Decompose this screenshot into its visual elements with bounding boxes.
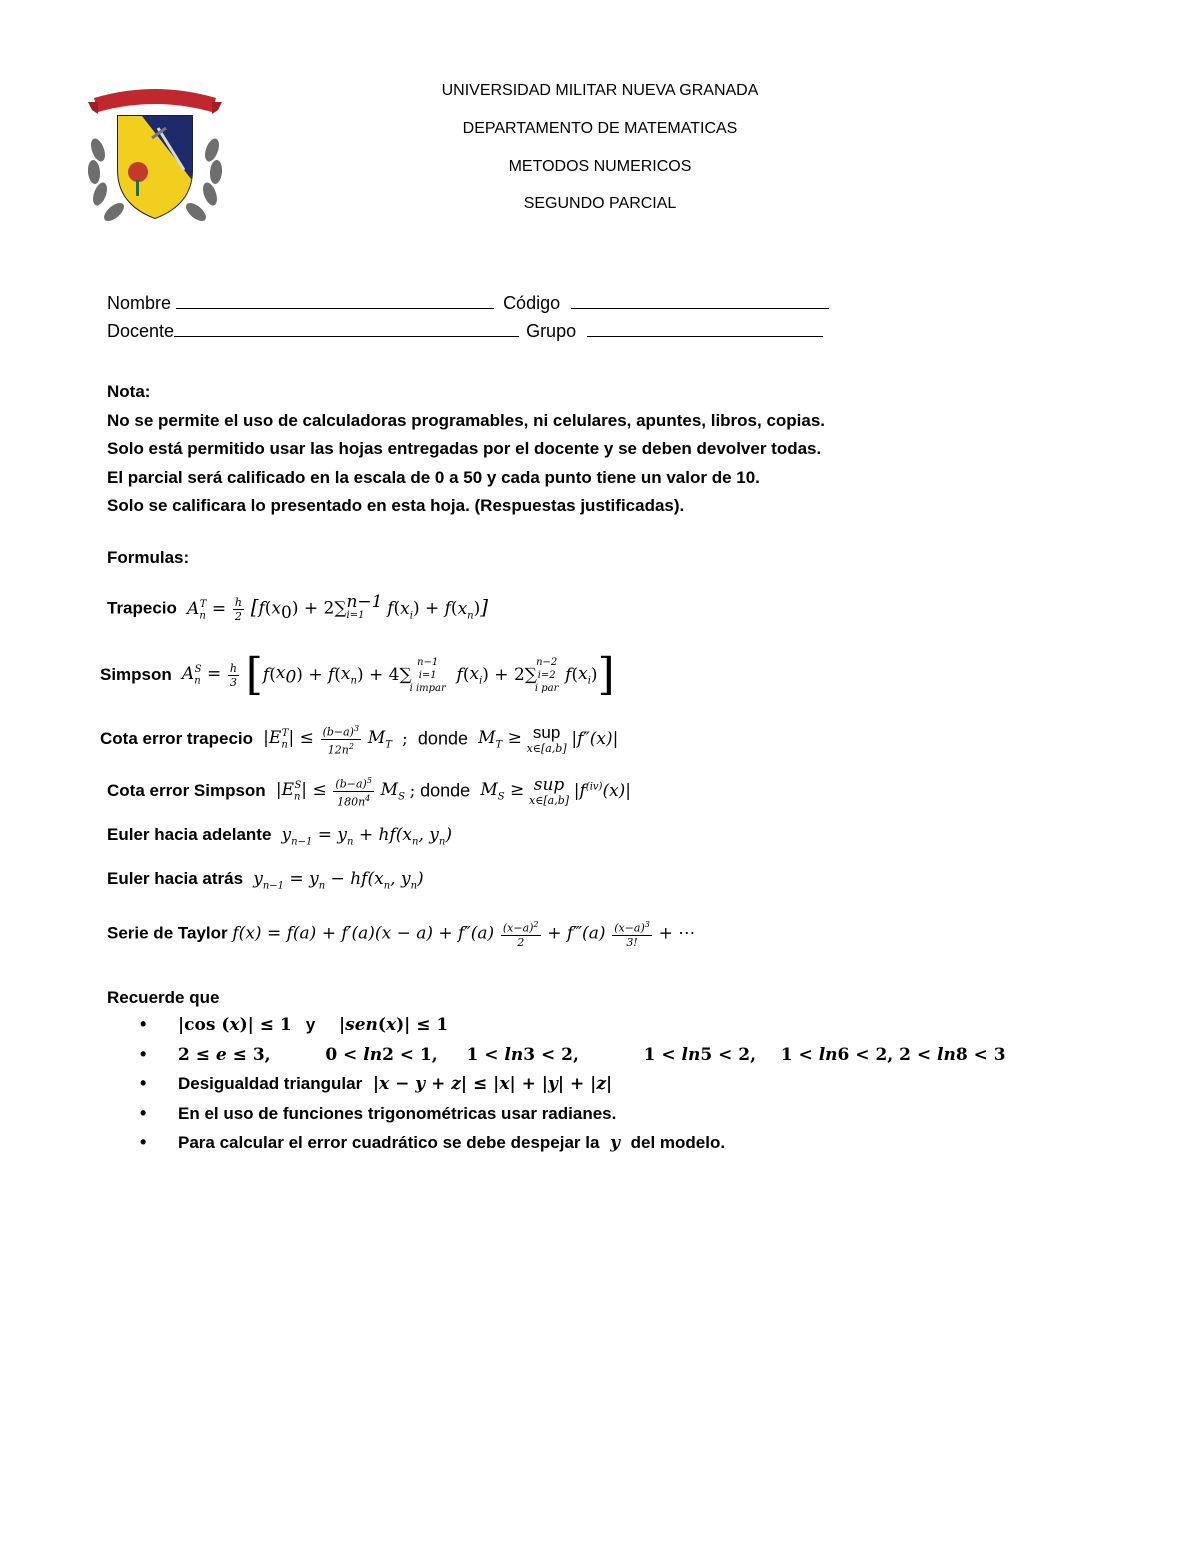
grupo-label: Grupo xyxy=(526,321,577,341)
formulas-title: Formulas: xyxy=(107,548,190,567)
nota-line: No se permite el uso de calculadoras programables, ni celulares, apuntes, libros, copias. xyxy=(107,410,826,430)
nombre-label: Nombre xyxy=(107,293,172,313)
department-title: DEPARTAMENTO DE MATEMATICAS xyxy=(462,120,738,137)
donde-label: donde xyxy=(417,728,468,749)
sup-operator: sup xyxy=(533,775,565,796)
docente-row xyxy=(107,320,823,342)
cota-trapecio-label: Cota error trapecio xyxy=(100,729,254,749)
euler-adelante-formula: Euler hacia adelante $y_{n-1} = y_n + hf(x_n$, $y_n$) xyxy=(107,825,452,848)
nota-line: El parcial será calificado en la escala de 0 a 50 y cada punto tiene un valor de 10. xyxy=(107,467,760,487)
university-logo xyxy=(80,80,230,230)
nota-title: Nota: xyxy=(107,382,151,401)
list-item: • 2 ≤ e ≤ 3, 0 < ln2 < 1, 1 < ln3 < 2, 1 < ln5 < 2, 1 < ln6 < 2, 2 < ln8 < 3 xyxy=(140,1045,1006,1075)
y-connector: y xyxy=(305,1015,316,1034)
nombre-field[interactable] xyxy=(176,292,494,309)
recuerde-title: Recuerde que xyxy=(107,988,220,1007)
simpson-label: Simpson xyxy=(100,665,172,684)
list-item: • En el uso de funciones trigonométricas usar radianes. xyxy=(140,1104,1006,1134)
codigo-field[interactable] xyxy=(571,292,829,309)
list-item: • Desigualdad triangular |x − y + z| ≤ |x| + |y| + |z| xyxy=(140,1074,1006,1104)
list-item: • Para calcular el error cuadrático se debe despejar la y del modelo. xyxy=(140,1133,1006,1163)
trapecio-formula: Trapecio $A_n^T$ = $\frac{h}{2}$ [$f(x_0) + 2\sum_{i=1}^{n-1}$ $f(x_i) + f(x_n)$] xyxy=(107,592,489,624)
recuerde-list xyxy=(140,1015,1006,1163)
error-text-post: del modelo. xyxy=(630,1133,726,1152)
trapecio-label: Trapecio xyxy=(107,598,177,618)
taylor-formula: Serie de Taylor f(x) = f(a) + f′(a)(x − a) + f″(a) $\frac{(x-a)^2}{2}$ + f‴(a) $\frac{(x-a)^3}{3!}$ + ⋯ xyxy=(107,920,696,949)
codigo-label: Código xyxy=(503,293,561,313)
euler-atras-formula: Euler hacia atrás $y_{n-1} = y_n - hf(x_n$, $y_n$) xyxy=(107,869,424,892)
cota-simpson-label: Cota error Simpson xyxy=(107,781,266,801)
university-title: UNIVERSIDAD MILITAR NUEVA GRANADA xyxy=(441,82,759,99)
taylor-label: Serie de Taylor xyxy=(107,923,228,943)
docente-label: Docente xyxy=(107,321,175,341)
triangular-label: Desigualdad triangular xyxy=(178,1074,363,1093)
cota-simpson-formula: Cota error Simpson $|E_n^S|$ ≤ $\frac{(b-a)^5}{180n^4}$ $M_S$ ; donde $M_S$ ≥ sup x∈[a,b] $|f^{(iv)}(x)|$ xyxy=(107,775,632,809)
list-item: • |cos (x)| ≤ 1 y |sen(x)| ≤ 1 xyxy=(140,1015,1006,1045)
sup-operator: sup xyxy=(532,723,561,743)
grupo-field[interactable] xyxy=(587,320,823,337)
nota-line: Solo está permitido usar las hojas entregadas por el docente y se deben devolver todas. xyxy=(107,439,822,458)
docente-field[interactable] xyxy=(174,320,519,337)
euler-adelante-label: Euler hacia adelante xyxy=(107,825,272,844)
euler-atras-label: Euler hacia atrás xyxy=(107,869,244,888)
error-text-pre: Para calcular el error cuadrático se debe despejar la xyxy=(178,1133,600,1152)
exam-title: SEGUNDO PARCIAL xyxy=(523,195,677,212)
nota-section xyxy=(107,378,825,521)
simpson-formula: Simpson $A_n^S$ = $\frac{h}{3}$ [$f(x_0) + f(x_n) + 4\sum$ n−1 i=1 i impar $f(x_i) + 2\sum$ n−2 i=2 i par $f(x_i)$] xyxy=(100,649,615,700)
nota-line: Solo se calificara lo presentado en esta hoja. (Respuestas justificadas). xyxy=(107,496,685,515)
course-title: METODOS NUMERICOS xyxy=(508,158,692,175)
nombre-row xyxy=(107,292,829,314)
donde-label: donde xyxy=(420,780,471,801)
cota-trapecio-formula: Cota error trapecio $|E_n^T|$ ≤ $\frac{(b-a)^3}{12n^2}$ $M_T$ ; donde $M_T$ ≥ sup x∈[a,b] |f″(x)| xyxy=(100,723,619,757)
